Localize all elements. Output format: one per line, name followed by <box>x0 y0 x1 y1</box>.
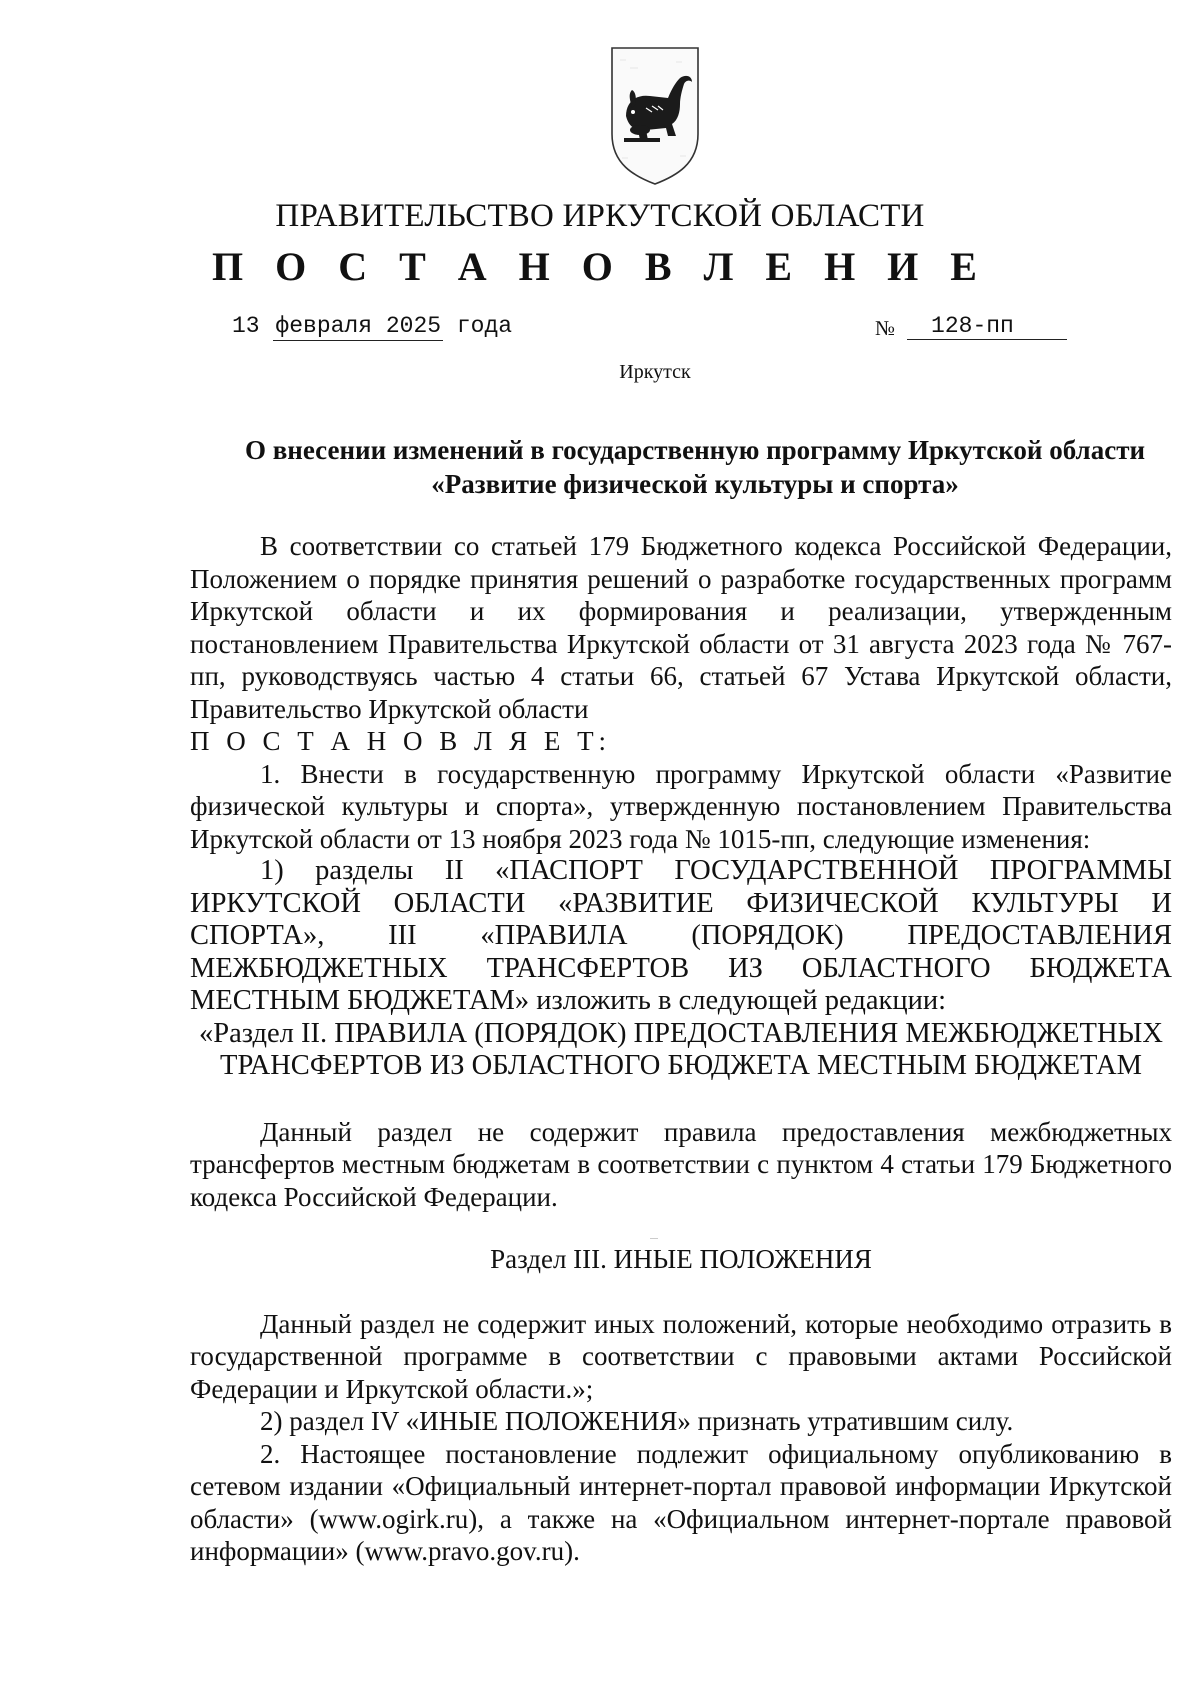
section-3-heading: Раздел III. ИНЫЕ ПОЛОЖЕНИЯ <box>490 1244 872 1274</box>
date-suffix: года <box>456 313 513 339</box>
document-subject <box>190 433 1200 501</box>
section-3-text: Данный раздел не содержит иных положений, которые необходимо отразить в государственной программе в соответствии с правовыми актами Российской Федерации и Иркутской области.»; <box>190 1308 1172 1404</box>
scan-artifact <box>650 1238 658 1239</box>
date-month-year: февраля 2025 <box>275 313 442 339</box>
item-2-paragraph: 2. Настоящее постановление подлежит официальному опубликованию в сетевом издании «Официальный интернет-портал правовой информации Иркутской области» (www.ogirk.ru), а также на «Официальном интернет-портале правовой информации» (www.pravo.gov.ru). <box>190 1438 1172 1566</box>
document-body <box>190 530 1172 1568</box>
number-sign: № <box>875 316 896 340</box>
date-day: 13 <box>232 313 260 339</box>
item-1-1-paragraph: 1) разделы II «ПАСПОРТ ГОСУДАРСТВЕННОЙ ПРОГРАММЫ ИРКУТСКОЙ ОБЛАСТИ «РАЗВИТИЕ ФИЗИЧЕСКОЙ КУЛЬТУРЫ И СПОРТА», III «ПРАВИЛА (ПОРЯДОК) ПРЕДОСТАВЛЕНИЯ МЕЖБЮДЖЕТНЫХ ТРАНСФЕРТОВ ИЗ ОБЛАСТНОГО БЮДЖЕТА МЕСТНЫМ БЮДЖЕТАМ» изложить в следующей редакции: <box>190 855 1172 1016</box>
item-1-paragraph: 1. Внести в государственную программу Иркутской области «Развитие физической культуры и спорта», утвержденную постановлением Правительства Иркутской области от 13 ноября 2023 года № 1015-пп, следующие изменения: <box>190 758 1172 854</box>
document-date <box>232 313 512 341</box>
item-1-2-paragraph: 2) раздел IV «ИНЫЕ ПОЛОЖЕНИЯ» признать утратившим силу. <box>260 1406 1014 1436</box>
section-2-text: Данный раздел не содержит правила предоставления межбюджетных трансфертов местным бюджетам в соответствии с пунктом 4 статьи 179 Бюджетного кодекса Российской Федерации. <box>190 1116 1172 1212</box>
document-number <box>875 313 1067 341</box>
number-value: 128-пп <box>907 313 1067 340</box>
preamble-paragraph: В соответствии со статьей 179 Бюджетного кодекса Российской Федерации, Положением о порядке принятия решений о разработке государственных программ Иркутской области и их формирования и реализации, утвержденным постановлением Правительства Иркутской области от 31 августа 2023 года № 767-пп, руководствуясь частью 4 статьи 66, статьей 67 Устава Иркутской области, Правительство Иркутской области <box>190 531 1172 724</box>
organization-title: ПРАВИТЕЛЬСТВО ИРКУТСКОЙ ОБЛАСТИ <box>275 198 925 234</box>
coat-of-arms-emblem <box>606 38 704 186</box>
city-name: Иркутск <box>619 361 691 383</box>
subject-line-2: «Развитие физической культуры и спорта» <box>431 469 959 499</box>
subject-line-1: О внесении изменений в государственную программу Иркутской области <box>244 435 1146 465</box>
section-2-heading-line-2: ТРАНСФЕРТОВ ИЗ ОБЛАСТНОГО БЮДЖЕТА МЕСТНЫМ БЮДЖЕТАМ <box>220 1050 1142 1081</box>
document-type-title: П О С Т А Н О В Л Е Н И Е <box>212 244 988 289</box>
section-2-heading-line-1: «Раздел II. ПРАВИЛА (ПОРЯДОК) ПРЕДОСТАВЛЕНИЯ МЕЖБЮДЖЕТНЫХ <box>199 1017 1163 1049</box>
decrees-line: П О С Т А Н О В Л Я Е Т: <box>190 726 612 756</box>
